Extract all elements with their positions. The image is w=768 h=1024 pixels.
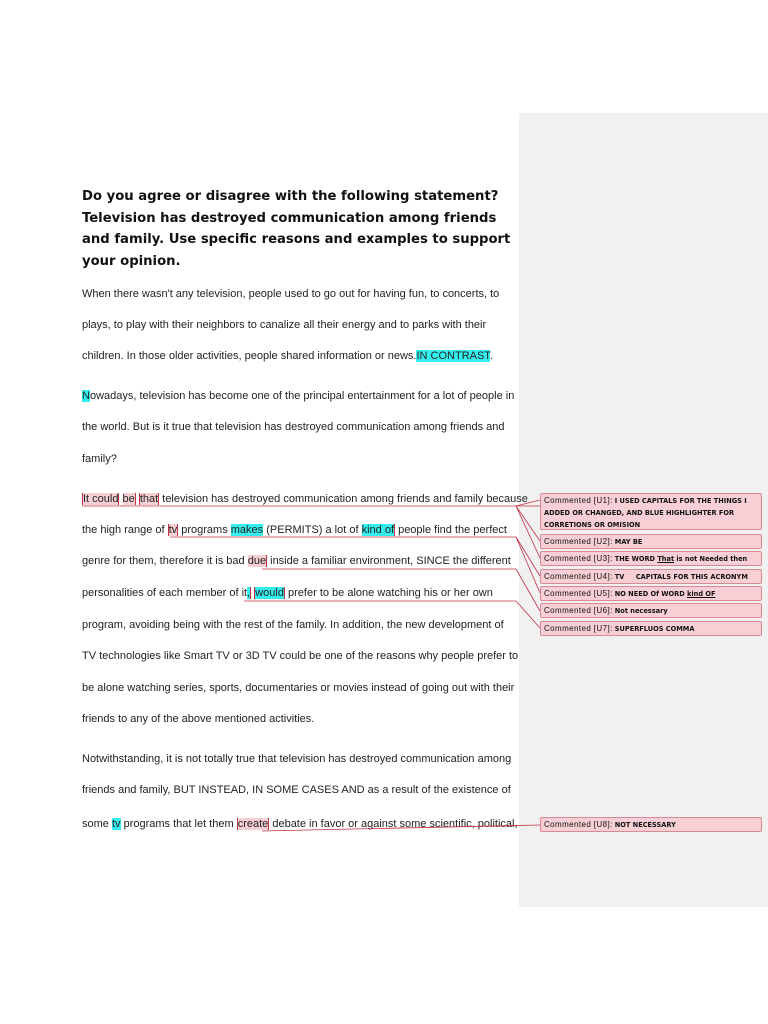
comment-anchor-u3[interactable]: that: [139, 493, 159, 505]
comment-anchor-u1[interactable]: It could: [83, 493, 119, 505]
p1-text: children. In those older activities, people shared information or news.: [82, 350, 417, 362]
correction-capital-n: N: [82, 390, 90, 402]
comment-anchor-u7[interactable]: ,: [247, 587, 251, 599]
comment-anchor-u8[interactable]: create: [237, 818, 269, 830]
comment-text: TV CAPITALS FOR THIS ACRONYM: [614, 573, 748, 581]
p3-line-4: [82, 586, 493, 600]
p1-line-1: When there wasn't any television, people used to go out for having fun, to concerts, to: [82, 288, 500, 300]
comment-u5[interactable]: [540, 586, 762, 601]
p3-line-5: program, avoiding being with the rest of the family. In addition, the new development of: [82, 619, 504, 631]
p4-text: some: [82, 818, 112, 830]
correction-would: would: [255, 587, 284, 599]
insertion-in-contrast: IN CONTRAST: [416, 350, 490, 362]
p2-text: owadays, television has become one of the principal entertainment for a lot of people in: [89, 390, 515, 402]
p3-line-2: [82, 523, 507, 537]
comment-label: Commented [U6]:: [544, 606, 613, 615]
p3-text: inside a familiar environment, SINCE the different: [267, 555, 511, 567]
comment-text: Not necessary: [614, 607, 668, 615]
comment-text: SUPERFLUOS COMMA: [614, 625, 695, 633]
p3-text: programs: [178, 524, 231, 536]
comment-anchor-u4[interactable]: tv: [168, 524, 178, 536]
comment-label: Commented [U5]:: [544, 589, 613, 598]
comment-label: Commented [U1]:: [544, 496, 613, 505]
p1-line-3: [82, 349, 493, 363]
p3-line-3: [82, 554, 511, 568]
comment-text: I USED CAPITALS FOR THE THINGS I ADDED OR CHANGED, AND BLUE HIGHLIGHTER FOR CORRETIONS OR OMISION: [544, 497, 747, 529]
comment-u3[interactable]: [540, 551, 762, 566]
p2-line-2: the world. But is it true that television has destroyed communication among friends and: [82, 421, 505, 433]
comment-anchor-u5[interactable]: kind of: [361, 524, 395, 536]
correction-tv: tv: [111, 818, 121, 830]
comment-u1[interactable]: [540, 493, 762, 530]
comment-label: Commented [U7]:: [544, 624, 613, 633]
comment-text-part: NO NEED Of WORD: [614, 590, 687, 598]
p1-line-2: plays, to play with their neighbors to canalize all their energy and to parks with their: [82, 319, 487, 331]
comment-u6[interactable]: [540, 603, 762, 618]
correction-makes: makes: [230, 524, 264, 536]
comment-label: Commented [U8]:: [544, 820, 613, 829]
p3-text: (PERMITS) a lot of: [263, 524, 362, 536]
p3-text: the high range of: [82, 524, 168, 536]
p3-line-6: TV technologies like Smart TV or 3D TV could be one of the reasons why people prefer to: [82, 650, 519, 662]
p3-text: genre for them, therefore it is bad: [82, 555, 248, 567]
comment-text-part: is not Needed then: [674, 555, 748, 563]
comment-label: Commented [U2]:: [544, 537, 613, 546]
comment-u7[interactable]: [540, 621, 762, 636]
p1-period: .: [489, 350, 493, 362]
comment-anchor-u2[interactable]: be: [122, 493, 135, 505]
comment-u8[interactable]: [540, 817, 762, 832]
comment-text: [615, 590, 716, 598]
p4-line-3: [82, 817, 518, 831]
comment-text: [615, 555, 747, 563]
p2-line-1: [82, 389, 514, 403]
comment-text-underlined: That: [657, 555, 675, 563]
p2-line-3: family?: [82, 453, 117, 465]
comment-u4[interactable]: [540, 569, 762, 584]
p4-text: debate in favor or against some scientific, political,: [269, 818, 518, 830]
comment-label: Commented [U4]:: [544, 572, 613, 581]
p3-text: television has destroyed communication among friends and family because: [159, 493, 528, 505]
p4-line-1: Notwithstanding, it is not totally true that television has destroyed communication among: [82, 753, 512, 765]
comment-u2[interactable]: [540, 534, 762, 549]
p3-text: personalities of each member of it: [82, 587, 248, 599]
p4-text: programs that let them: [120, 818, 237, 830]
p3-line-1: [82, 492, 528, 506]
comment-text-underlined: kind OF: [686, 590, 716, 598]
comment-text-part: THE WORD: [614, 555, 658, 563]
comment-text: NOT NECESSARY: [614, 821, 676, 829]
comment-label: Commented [U3]:: [544, 554, 613, 563]
comment-text: MAY BE: [614, 538, 643, 546]
p4-line-2: friends and family, BUT INSTEAD, IN SOME CASES AND as a result of the existence of: [82, 784, 511, 796]
p3-text: prefer to be alone watching his or her own: [284, 587, 493, 599]
essay-prompt: Do you agree or disagree with the following statement? Television has destroyed communication among friends and family. Use specific reasons and examples to support your opinion.: [82, 189, 511, 269]
comment-anchor-u6[interactable]: due: [247, 555, 267, 567]
p3-line-7: be alone watching series, sports, documentaries or movies instead of going out with their: [82, 682, 515, 694]
p3-text: people find the perfect: [395, 524, 507, 536]
p3-line-8: friends to any of the above mentioned activities.: [82, 713, 315, 725]
